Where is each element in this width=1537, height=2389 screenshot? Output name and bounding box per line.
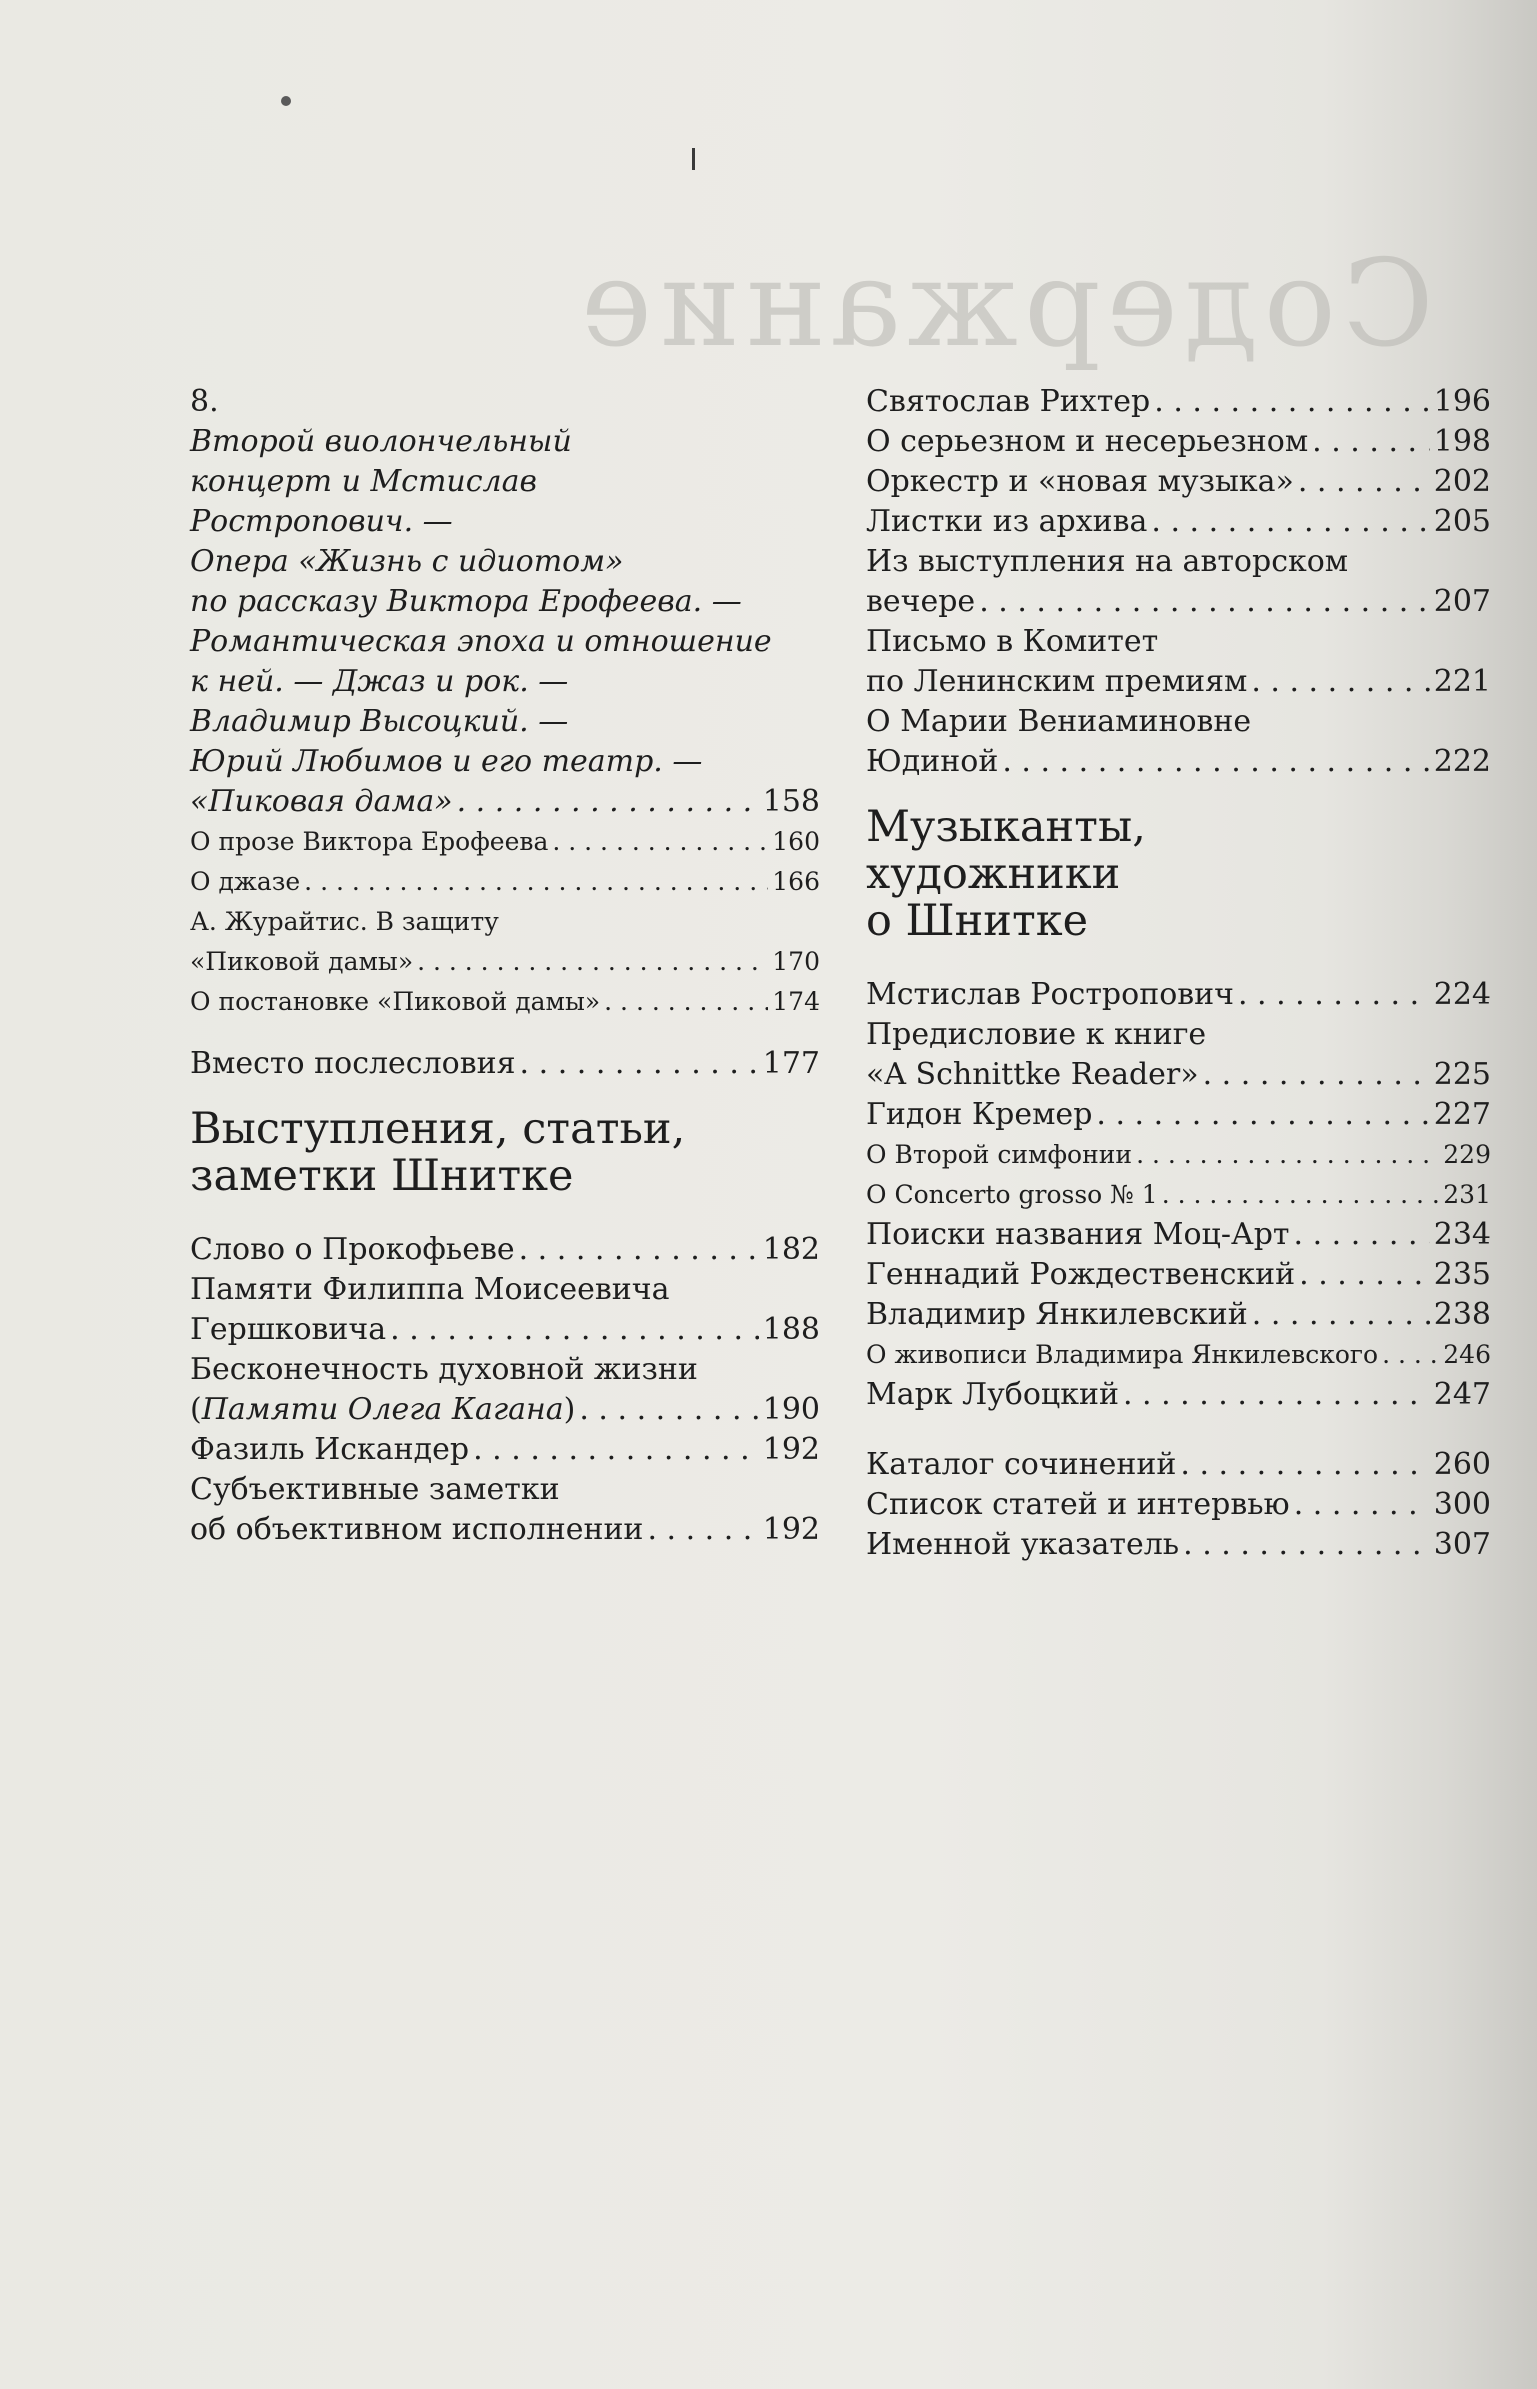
entry-title: Именной указатель xyxy=(866,1527,1180,1562)
leader-dots xyxy=(1203,1055,1430,1095)
toc-entry-name-index xyxy=(866,1525,1491,1565)
leader-dots xyxy=(1123,1375,1430,1415)
leader-dots xyxy=(1251,662,1429,702)
page-number: 227 xyxy=(1433,1097,1491,1132)
entry-title-cont: Юдиной xyxy=(866,744,999,779)
leader-dots xyxy=(552,822,768,862)
toc-entry-pikovaya-dama xyxy=(190,782,820,822)
leader-dots xyxy=(1151,502,1429,542)
entry-line xyxy=(190,1390,820,1430)
page-number: 229 xyxy=(1443,1140,1491,1169)
entry-title: Геннадий Рождественский xyxy=(866,1257,1296,1292)
chapter-description xyxy=(190,422,820,822)
page-number: 221 xyxy=(1433,664,1491,699)
page-number: 234 xyxy=(1433,1217,1491,1252)
entry-subtitle: Памяти Олега Кагана xyxy=(201,1392,564,1427)
entry-title: О Марии Вениаминовне xyxy=(866,704,1252,739)
entry-title: О прозе Виктора Ерофеева xyxy=(190,827,549,856)
page-number: 222 xyxy=(1433,744,1491,779)
toc-entry xyxy=(190,1230,820,1270)
entry-title: О Второй симфонии xyxy=(866,1140,1133,1169)
leader-dots xyxy=(1162,1175,1440,1215)
page-number: 170 xyxy=(772,947,820,976)
toc-entry xyxy=(866,1095,1491,1135)
toc-entry xyxy=(190,822,820,862)
entry-title: О серьезном и несерьезном xyxy=(866,424,1309,459)
entry-title: Бесконечность духовной жизни xyxy=(190,1352,698,1387)
toc-entry-jurajtis xyxy=(190,902,820,982)
entry-title: О постановке «Пиковой дамы» xyxy=(190,987,601,1016)
page-number: 166 xyxy=(772,867,820,896)
entry-title: Вместо послесловия xyxy=(190,1046,516,1081)
toc-entry-author-evening xyxy=(866,542,1491,622)
entry-line xyxy=(866,662,1491,702)
page-number: 205 xyxy=(1433,504,1491,539)
entry-title-cont: Гершковича xyxy=(190,1312,387,1347)
page-number: 224 xyxy=(1433,977,1491,1012)
entry-title-cont: об объективном исполнении xyxy=(190,1512,644,1547)
page-number: 231 xyxy=(1443,1180,1491,1209)
entry-title: Владимир Янкилевский xyxy=(866,1297,1248,1332)
page-number: 174 xyxy=(772,987,820,1016)
entry-title-cont xyxy=(190,1390,575,1430)
entry-title: Мстислав Ростропович xyxy=(866,977,1234,1012)
toc-entry xyxy=(866,502,1491,542)
leader-dots xyxy=(1096,1095,1429,1135)
toc-entry xyxy=(866,462,1491,502)
leader-dots xyxy=(579,1390,758,1430)
leader-dots xyxy=(417,942,768,982)
chapter-line: Ростропович. — xyxy=(190,504,453,539)
toc-entry xyxy=(866,1215,1491,1255)
show-through-heading: Содержание xyxy=(575,235,1434,374)
leader-dots xyxy=(1299,1255,1430,1295)
toc-entry xyxy=(190,982,820,1022)
leader-dots xyxy=(520,1044,759,1084)
toc-entry xyxy=(190,862,820,902)
entry-title: Список статей и интервью xyxy=(866,1487,1290,1522)
toc-entry-lenin-prize xyxy=(866,622,1491,702)
page-number: 260 xyxy=(1433,1447,1491,1482)
entry-title: Предисловие к книге xyxy=(866,1017,1207,1052)
toc-entry-afterword xyxy=(190,1044,820,1084)
page-number: 182 xyxy=(762,1232,820,1267)
toc-entry xyxy=(190,1430,820,1470)
page-number: 192 xyxy=(762,1432,820,1467)
chapter-number: 8. xyxy=(190,384,219,419)
toc-left-column xyxy=(190,382,820,1550)
entry-title: Марк Лубоцкий xyxy=(866,1377,1119,1412)
toc-entry xyxy=(866,1335,1491,1375)
page-number: 198 xyxy=(1433,424,1491,459)
leader-dots xyxy=(390,1310,759,1350)
chapter-line: по рассказу Виктора Ерофеева. — xyxy=(190,584,742,619)
leader-dots xyxy=(1312,422,1430,462)
toc-entry-yudina xyxy=(866,702,1491,782)
page-number: 177 xyxy=(762,1046,820,1081)
entry-line xyxy=(866,1055,1491,1095)
leader-dots xyxy=(1002,742,1429,782)
leader-dots xyxy=(1154,382,1429,422)
entry-title: Гидон Кремер xyxy=(866,1097,1093,1132)
chapter-line: Владимир Высоцкий. — xyxy=(190,704,569,739)
entry-line xyxy=(866,582,1491,622)
leader-dots xyxy=(979,582,1430,622)
chapter-line: Романтическая эпоха и отношение xyxy=(190,624,772,659)
page-number: 235 xyxy=(1433,1257,1491,1292)
entry-title: Святослав Рихтер xyxy=(866,384,1151,419)
section-title-articles xyxy=(190,1106,820,1200)
section-title-line: Выступления, статьи, xyxy=(190,1104,686,1154)
toc-entry-spiritual-life xyxy=(190,1350,820,1430)
entry-line xyxy=(866,742,1491,782)
entry-title: Памяти Филиппа Моисеевича xyxy=(190,1272,670,1307)
page-number: 225 xyxy=(1433,1057,1491,1092)
chapter-line: Юрий Любимов и его театр. — xyxy=(190,744,703,779)
entry-title: Фазиль Искандер xyxy=(190,1432,470,1467)
entry-title: Субъективные заметки xyxy=(190,1472,560,1507)
entry-line xyxy=(190,1310,820,1350)
toc-entry-catalog xyxy=(866,1445,1491,1485)
entry-title: «Пиковая дама» xyxy=(190,784,453,819)
paren-open: ( xyxy=(190,1392,202,1427)
entry-title: О живописи Владимира Янкилевского xyxy=(866,1340,1379,1369)
section-title-line: Музыканты, xyxy=(866,802,1146,852)
leader-dots xyxy=(1136,1135,1439,1175)
toc-entry xyxy=(866,422,1491,462)
page-number: 300 xyxy=(1433,1487,1491,1522)
leader-dots xyxy=(1180,1445,1429,1485)
toc-entry-reader-preface xyxy=(866,1015,1491,1095)
leader-dots xyxy=(304,862,768,902)
page-number: 307 xyxy=(1433,1527,1491,1562)
leader-dots xyxy=(457,782,759,822)
page-number: 238 xyxy=(1433,1297,1491,1332)
entry-title: Оркестр и «новая музыка» xyxy=(866,464,1294,499)
entry-title: Из выступления на авторском xyxy=(866,544,1349,579)
page-number: 192 xyxy=(762,1512,820,1547)
toc-entry xyxy=(866,975,1491,1015)
page-number: 247 xyxy=(1433,1377,1491,1412)
toc-entry xyxy=(866,1375,1491,1415)
leader-dots xyxy=(647,1510,758,1550)
toc-entry xyxy=(866,1255,1491,1295)
leader-dots xyxy=(1298,462,1430,502)
page-number: 188 xyxy=(762,1312,820,1347)
leader-dots xyxy=(519,1230,759,1270)
entry-title-cont: вечере xyxy=(866,584,976,619)
entry-title: О джазе xyxy=(190,867,301,896)
chapter-line: концерт и Мстислав xyxy=(190,464,538,499)
toc-entry-subjective-notes xyxy=(190,1470,820,1550)
leader-dots xyxy=(604,982,768,1022)
print-speck xyxy=(281,96,291,106)
page-number: 202 xyxy=(1433,464,1491,499)
entry-title: Письмо в Комитет xyxy=(866,624,1159,659)
entry-title-cont: по Ленинским премиям xyxy=(866,664,1248,699)
entry-title: Листки из архива xyxy=(866,504,1148,539)
section-title-line: художники xyxy=(866,849,1121,899)
leader-dots xyxy=(1294,1485,1430,1525)
print-mark xyxy=(692,148,695,170)
entry-title-cont: «A Schnittke Reader» xyxy=(866,1057,1199,1092)
toc-entry-articles-list xyxy=(866,1485,1491,1525)
section-title-line: заметки Шнитке xyxy=(190,1151,574,1201)
page-number: 196 xyxy=(1433,384,1491,419)
toc-entry xyxy=(866,382,1491,422)
page-number: 207 xyxy=(1433,584,1491,619)
entry-title: А. Журайтис. В защиту xyxy=(190,907,499,936)
chapter-line: к ней. — Джаз и рок. — xyxy=(190,664,569,699)
leader-dots xyxy=(1294,1215,1430,1255)
toc-entry xyxy=(866,1175,1491,1215)
leader-dots xyxy=(473,1430,759,1470)
section-title-musicians xyxy=(866,804,1491,945)
leader-dots xyxy=(1252,1295,1430,1335)
entry-title: О Concerto grosso № 1 xyxy=(866,1180,1158,1209)
toc-entry xyxy=(866,1135,1491,1175)
paren-close: ) xyxy=(563,1392,576,1427)
entry-line xyxy=(190,942,820,982)
entry-title: Поиски названия Моц-Арт xyxy=(866,1217,1290,1252)
entry-line xyxy=(190,1510,820,1550)
toc-entry-gershkovich xyxy=(190,1270,820,1350)
section-title-line: о Шнитке xyxy=(866,896,1089,946)
chapter-line: Опера «Жизнь с идиотом» xyxy=(190,544,624,579)
page-number: 158 xyxy=(762,784,820,819)
entry-title: Каталог сочинений xyxy=(866,1447,1177,1482)
leader-dots xyxy=(1382,1335,1439,1375)
entry-title: Слово о Прокофьеве xyxy=(190,1232,515,1267)
page-number: 190 xyxy=(762,1392,820,1427)
page-number: 246 xyxy=(1443,1340,1491,1369)
toc-right-column xyxy=(866,382,1491,1565)
toc-entry xyxy=(866,1295,1491,1335)
page-number: 160 xyxy=(772,827,820,856)
leader-dots xyxy=(1238,975,1430,1015)
chapter-line: Второй виолончельный xyxy=(190,424,572,459)
leader-dots xyxy=(1183,1525,1430,1565)
entry-title-cont: «Пиковой дамы» xyxy=(190,947,414,976)
